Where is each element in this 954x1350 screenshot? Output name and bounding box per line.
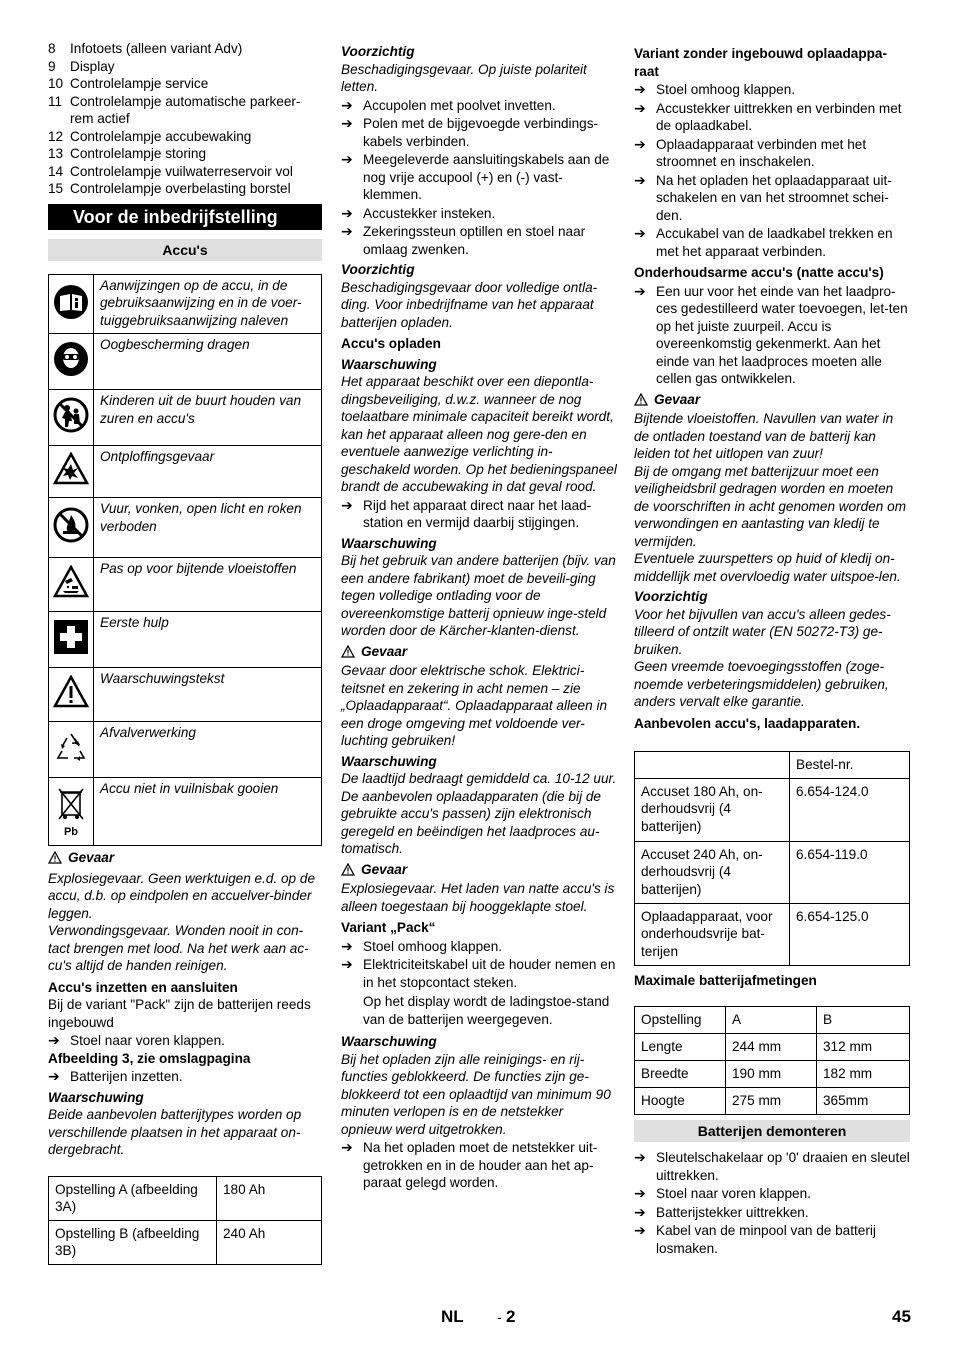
warning-icon [341, 863, 355, 876]
accus-heading: Accu's [48, 239, 322, 261]
table-row [49, 446, 322, 498]
step: ➔ Meegeleverde aansluitingskabels aan de nog vrije accupool (+) en (-) vast-klemmen. [341, 151, 610, 202]
symbol-text: Eerste hulp [94, 612, 322, 668]
eye-protection-icon [53, 341, 89, 377]
column-left [48, 40, 322, 1265]
step: ➔ Sleutelschakelaar op '0' draaien en sleutel uittrekken. [634, 1149, 910, 1183]
legend-item: 10 Controlelampje service [48, 76, 209, 91]
paragraph: Op het display wordt de ladingstoe-stand van de batterijen weergegeven. [363, 994, 610, 1027]
table-row [49, 498, 322, 558]
step: ➔ Batterijstekker uittrekken. [634, 1203, 809, 1220]
paragraph: Bijtende vloeistoffen. Navullen van water in de ontladen toestand van de batterij kan leiden tot het uitlopen van zuur! [634, 411, 894, 461]
legend-item: 15 Controlelampje overbelasting borstel [48, 181, 291, 196]
section-title: Voor de inbedrijfstelling [48, 204, 322, 230]
step: ➔ Stoel naar voren klappen. [48, 1032, 225, 1048]
paragraph: Bij de variant "Pack" zijn de batterijen reeds ingebouwd [48, 997, 311, 1030]
pb-label: Pb [63, 825, 79, 838]
paragraph: Explosiegevaar. Het laden van natte accu's is alleen toegestaan bij hooggeklapte stoel. [341, 881, 615, 914]
legend-item: 12 Controlelampje accubewaking [48, 128, 252, 144]
table-row [49, 722, 322, 778]
arrow-icon: ➔ [341, 496, 353, 513]
paragraph: De aanbevolen oplaadapparaten (die bij de gebruikte accu's passen) zijn elektronisch geregeld en beëindigen het laadproces au-tomatisch. [341, 788, 601, 856]
table-row: Oplaadapparaat, voor onderhoudsvrije bat-terijen 6.654-125.0 [635, 903, 910, 965]
table-row: Bestel-nr. [635, 752, 910, 779]
table-row: Lengte 244 mm 312 mm [635, 1034, 910, 1061]
keep-children-away-icon [53, 397, 89, 433]
gevaar-text: Explosiegevaar. Geen werktuigen e.d. op de accu, d.b. op eindpolen en accuelver-binder leggen. [48, 870, 316, 921]
arrow-icon: ➔ [48, 1068, 60, 1084]
table-row: Opstelling B (afbeelding 3B) 240 Ah [49, 1220, 322, 1264]
voorzichtig-label: Voorzichtig [341, 262, 415, 277]
gevaar-label: Gevaar [341, 643, 617, 661]
column-middle [341, 43, 617, 1192]
paragraph: Beide aanbevolen batterijtypes worden op verschillende plaatsen in het apparaat on-dergebracht. [48, 1107, 302, 1157]
legend-list [48, 40, 322, 198]
dimensions-table [634, 1006, 910, 1115]
warning-icon [48, 851, 62, 864]
step: ➔ Accustekker insteken. [341, 204, 496, 221]
table-row [49, 334, 322, 390]
footer-lang: NL [441, 1307, 464, 1326]
subheading: Accu's opladen [341, 336, 441, 351]
paragraph: Het apparaat beschikt over een diepontla-dingsbeveiliging, d.w.z. wanneer de nog toelaatbare minimale capaciteit bereikt wordt, kan het apparaat alleen nog gere-den en eventuele aanwezige verlichting in-geschakeld worden. Op het bedieningspaneel brandt de accubewaking in dat geval rood. [341, 374, 617, 494]
waarschuwing-label: Waarschuwing [48, 1089, 144, 1105]
arrow-icon: ➔ [341, 204, 353, 221]
waarschuwing-label: Waarschuwing [341, 1034, 437, 1049]
warning-icon [341, 645, 355, 658]
column-right [634, 45, 910, 1257]
step: ➔ Stoel omhoog klappen. [341, 937, 503, 954]
table-row [49, 274, 322, 334]
step: ➔ Na het opladen het oplaadapparaat uit-schakelen en van het stroomnet schei-den. [634, 171, 892, 223]
symbol-text: Kinderen uit de buurt houden van zuren en accu's [94, 390, 322, 446]
paragraph: Bij het gebruik van andere batterijen (bijv. van een andere fabrikant) moet de beveili-ging tegen volledige ontlading voor de overeenkomstige batterij opnieuw inge-steld worden door de Kärcher-klanten-dienst. [341, 553, 616, 638]
arrow-icon: ➔ [634, 282, 646, 299]
table-row: Opstelling A B [635, 1007, 910, 1034]
waarschuwing-label: Waarschuwing [341, 753, 437, 769]
symbol-table [48, 274, 322, 847]
step: ➔ Stoel omhoog klappen. [634, 81, 796, 97]
no-bin-icon [56, 785, 86, 821]
legend-item: 9 Display [48, 58, 115, 74]
demonteren-heading: Batterijen demonteren [634, 1120, 910, 1142]
subheading: Accu's inzetten en aansluiten [48, 979, 238, 995]
paragraph: Bij het opladen zijn alle reinigings- en rij-functies geblokkeerd. De functies zijn ge-blokkeerd tot een oplaadtijd van minimum 90 minuten verlopen is en de netstekker opnieuw werd uitgetrokken. [341, 1051, 611, 1137]
order-table [634, 751, 910, 966]
page-number: 45 [892, 1307, 911, 1326]
arrow-icon: ➔ [634, 1222, 646, 1238]
table-row [49, 390, 322, 446]
step: ➔ Stoel naar voren klappen. [634, 1185, 811, 1201]
table-row: Hoogte 275 mm 365mm [635, 1088, 910, 1115]
no-fire-icon [53, 507, 89, 543]
subheading: Variant zonder ingebouwd oplaadappa-raat [634, 46, 888, 79]
table-row [49, 778, 322, 846]
paragraph: De laadtijd bedraagt gemiddeld ca. 10-12 uur. [341, 771, 617, 786]
legend-item: 14 Controlelampje vuilwaterreservoir vol [48, 163, 293, 179]
legend-item: 11 Controlelampje automatische parkeer-rem actief [48, 93, 301, 126]
arrow-icon: ➔ [341, 223, 353, 239]
voorzichtig-label: Voorzichtig [634, 589, 708, 604]
voorzichtig-label: Voorzichtig [341, 44, 415, 59]
subheading: Variant „Pack“ [341, 920, 436, 935]
table-row: Accuset 180 Ah, on-derhoudsvrij (4 batterijen) 6.654-124.0 [635, 778, 910, 841]
arrow-icon: ➔ [341, 956, 353, 972]
arrow-icon: ➔ [341, 151, 353, 167]
symbol-text: Oogbescherming dragen [94, 334, 322, 390]
symbol-text: Waarschuwingstekst [94, 668, 322, 722]
paragraph: Voor het bijvullen van accu's alleen gedes-tilleerd of ontzilt water (EN 50272-T3) ge-bruiken. [634, 606, 891, 657]
step: ➔ Batterijen inzetten. [48, 1068, 183, 1084]
gevaar-label: Gevaar [48, 849, 322, 867]
arrow-icon: ➔ [634, 1185, 646, 1201]
paragraph: Gevaar door elektrische schok. Elektrici-teitsnet en zekering in acht nemen – zie „Oplaadapparaat“. Oplaadapparaat alleen in een droge omgeving met voldoende ver-luchting gebruiken! [341, 663, 608, 748]
subheading: Maximale batterijafmetingen [634, 972, 817, 988]
legend-item: 8 Infotoets (alleen variant Adv) [48, 41, 243, 56]
arrow-icon: ➔ [341, 115, 353, 131]
arrow-icon: ➔ [634, 225, 646, 241]
symbol-text: Ontploffingsgevaar [94, 446, 322, 498]
subheading: Onderhoudsarme accu's (natte accu's) [634, 265, 884, 280]
manual-info-icon [53, 284, 89, 320]
warning-icon [634, 393, 648, 406]
table-row: Accuset 240 Ah, on-derhoudsvrij (4 batterijen) 6.654-119.0 [635, 841, 910, 903]
explosion-icon [53, 452, 89, 486]
arrow-icon: ➔ [634, 171, 646, 188]
waarschuwing-label: Waarschuwing [341, 356, 437, 372]
symbol-text: Aanwijzingen op de accu, in de gebruiksaanwijzing en in de voer-tuiggebruiksaanwijzing naleven [94, 274, 322, 334]
table-row [49, 558, 322, 612]
warning-icon [53, 675, 89, 709]
step: ➔ Accupolen met poolvet invetten. [341, 96, 556, 113]
step: ➔ Kabel van de minpool van de batterij losmaken. [634, 1222, 876, 1256]
paragraph: Beschadigingsgevaar door volledige ontla-ding. Voor inbedrijfname van het apparaat batterijen opladen. [341, 279, 598, 330]
table-row: Breedte 190 mm 182 mm [635, 1061, 910, 1088]
legend-item: 13 Controlelampje storing [48, 146, 207, 161]
symbol-text: Accu niet in vuilnisbak gooien [94, 778, 322, 846]
step: ➔ Accukabel van de laadkabel trekken en met het apparaat verbinden. [634, 225, 893, 259]
paragraph: Beschadigingsgevaar. Op juiste polariteit letten. [341, 61, 587, 94]
table-row [49, 668, 322, 722]
arrow-icon: ➔ [634, 135, 646, 152]
paragraph: Geen vreemde toevoegingsstoffen (zoge-noemde verbeteringsmiddelen) gebruiken, anders vervalt elke garantie. [634, 659, 889, 709]
corrosive-icon [53, 565, 89, 599]
symbol-text: Afvalverwerking [94, 722, 322, 778]
arrow-icon: ➔ [341, 937, 353, 954]
arrow-icon: ➔ [341, 96, 353, 113]
first-aid-icon [54, 620, 88, 654]
table-row: Opstelling A (afbeelding 3A) 180 Ah [49, 1176, 322, 1220]
gevaar-label: Gevaar [634, 391, 910, 409]
arrow-icon: ➔ [634, 1149, 646, 1165]
step: ➔ Oplaadapparaat verbinden met het stroomnet en inschakelen. [634, 135, 867, 169]
waarschuwing-label: Waarschuwing [341, 535, 437, 551]
opstelling-table [48, 1176, 322, 1265]
step: ➔ Na het opladen moet de netstekker uit-getrokken en in de houder aan het ap-paraat gelegd worden. [341, 1139, 598, 1190]
footer-separator: - [497, 1309, 502, 1325]
step: ➔ Zekeringssteun optillen en stoel naar omlaag zwenken. [341, 223, 586, 257]
step: ➔ Accustekker uittrekken en verbinden met de oplaadkabel. [634, 99, 902, 133]
subheading: Aanbevolen accu's, laadapparaten. [634, 715, 861, 731]
step: ➔ Een uur voor het einde van het laadpro-ces gedestilleerd water toevoegen, let-ten op het juiste zuurpeil. Accu is overeenkomstig gekenmerkt. Aan het einde van het laadproces moeten alle cellen gas ontwikkelen. [634, 282, 908, 386]
symbol-text: Pas op voor bijtende vloeistoffen [94, 558, 322, 612]
symbol-text: Vuur, vonken, open licht en roken verboden [94, 498, 322, 558]
steps-list [634, 1149, 910, 1257]
table-row [49, 612, 322, 668]
arrow-icon: ➔ [48, 1032, 60, 1048]
footer-subpage: 2 [506, 1307, 516, 1326]
arrow-icon: ➔ [634, 81, 646, 97]
subheading: Afbeelding 3, zie omslagpagina [48, 1050, 251, 1066]
step: ➔ Elektriciteitskabel uit de houder nemen en in het stopcontact steken. [341, 956, 616, 990]
gevaar-text: Verwondingsgevaar. Wonden nooit in con-tact brengen met lood. Na het werk aan ac-cu's altijd de handen reinigen. [48, 923, 309, 973]
paragraph: Eventuele zuurspetters op huid of kledij on-middellijk met overvloedig water uitspoe-len. [634, 551, 901, 584]
arrow-icon: ➔ [634, 99, 646, 116]
step: ➔ Rijd het apparaat direct naar het laad-station en vermijd daarbij stijgingen. [341, 496, 592, 530]
paragraph: Bij de omgang met batterijzuur moet een veiligheidsbril gedragen worden en moeten de voorschriften in acht genomen worden om verwondingen en aantasting van kledij te vermijden. [634, 463, 907, 549]
recycling-icon [53, 729, 89, 765]
step: ➔ Polen met de bijgevoegde verbindings-kabels verbinden. [341, 115, 599, 149]
arrow-icon: ➔ [634, 1203, 646, 1220]
arrow-icon: ➔ [341, 1139, 353, 1155]
gevaar-label: Gevaar [341, 861, 617, 879]
